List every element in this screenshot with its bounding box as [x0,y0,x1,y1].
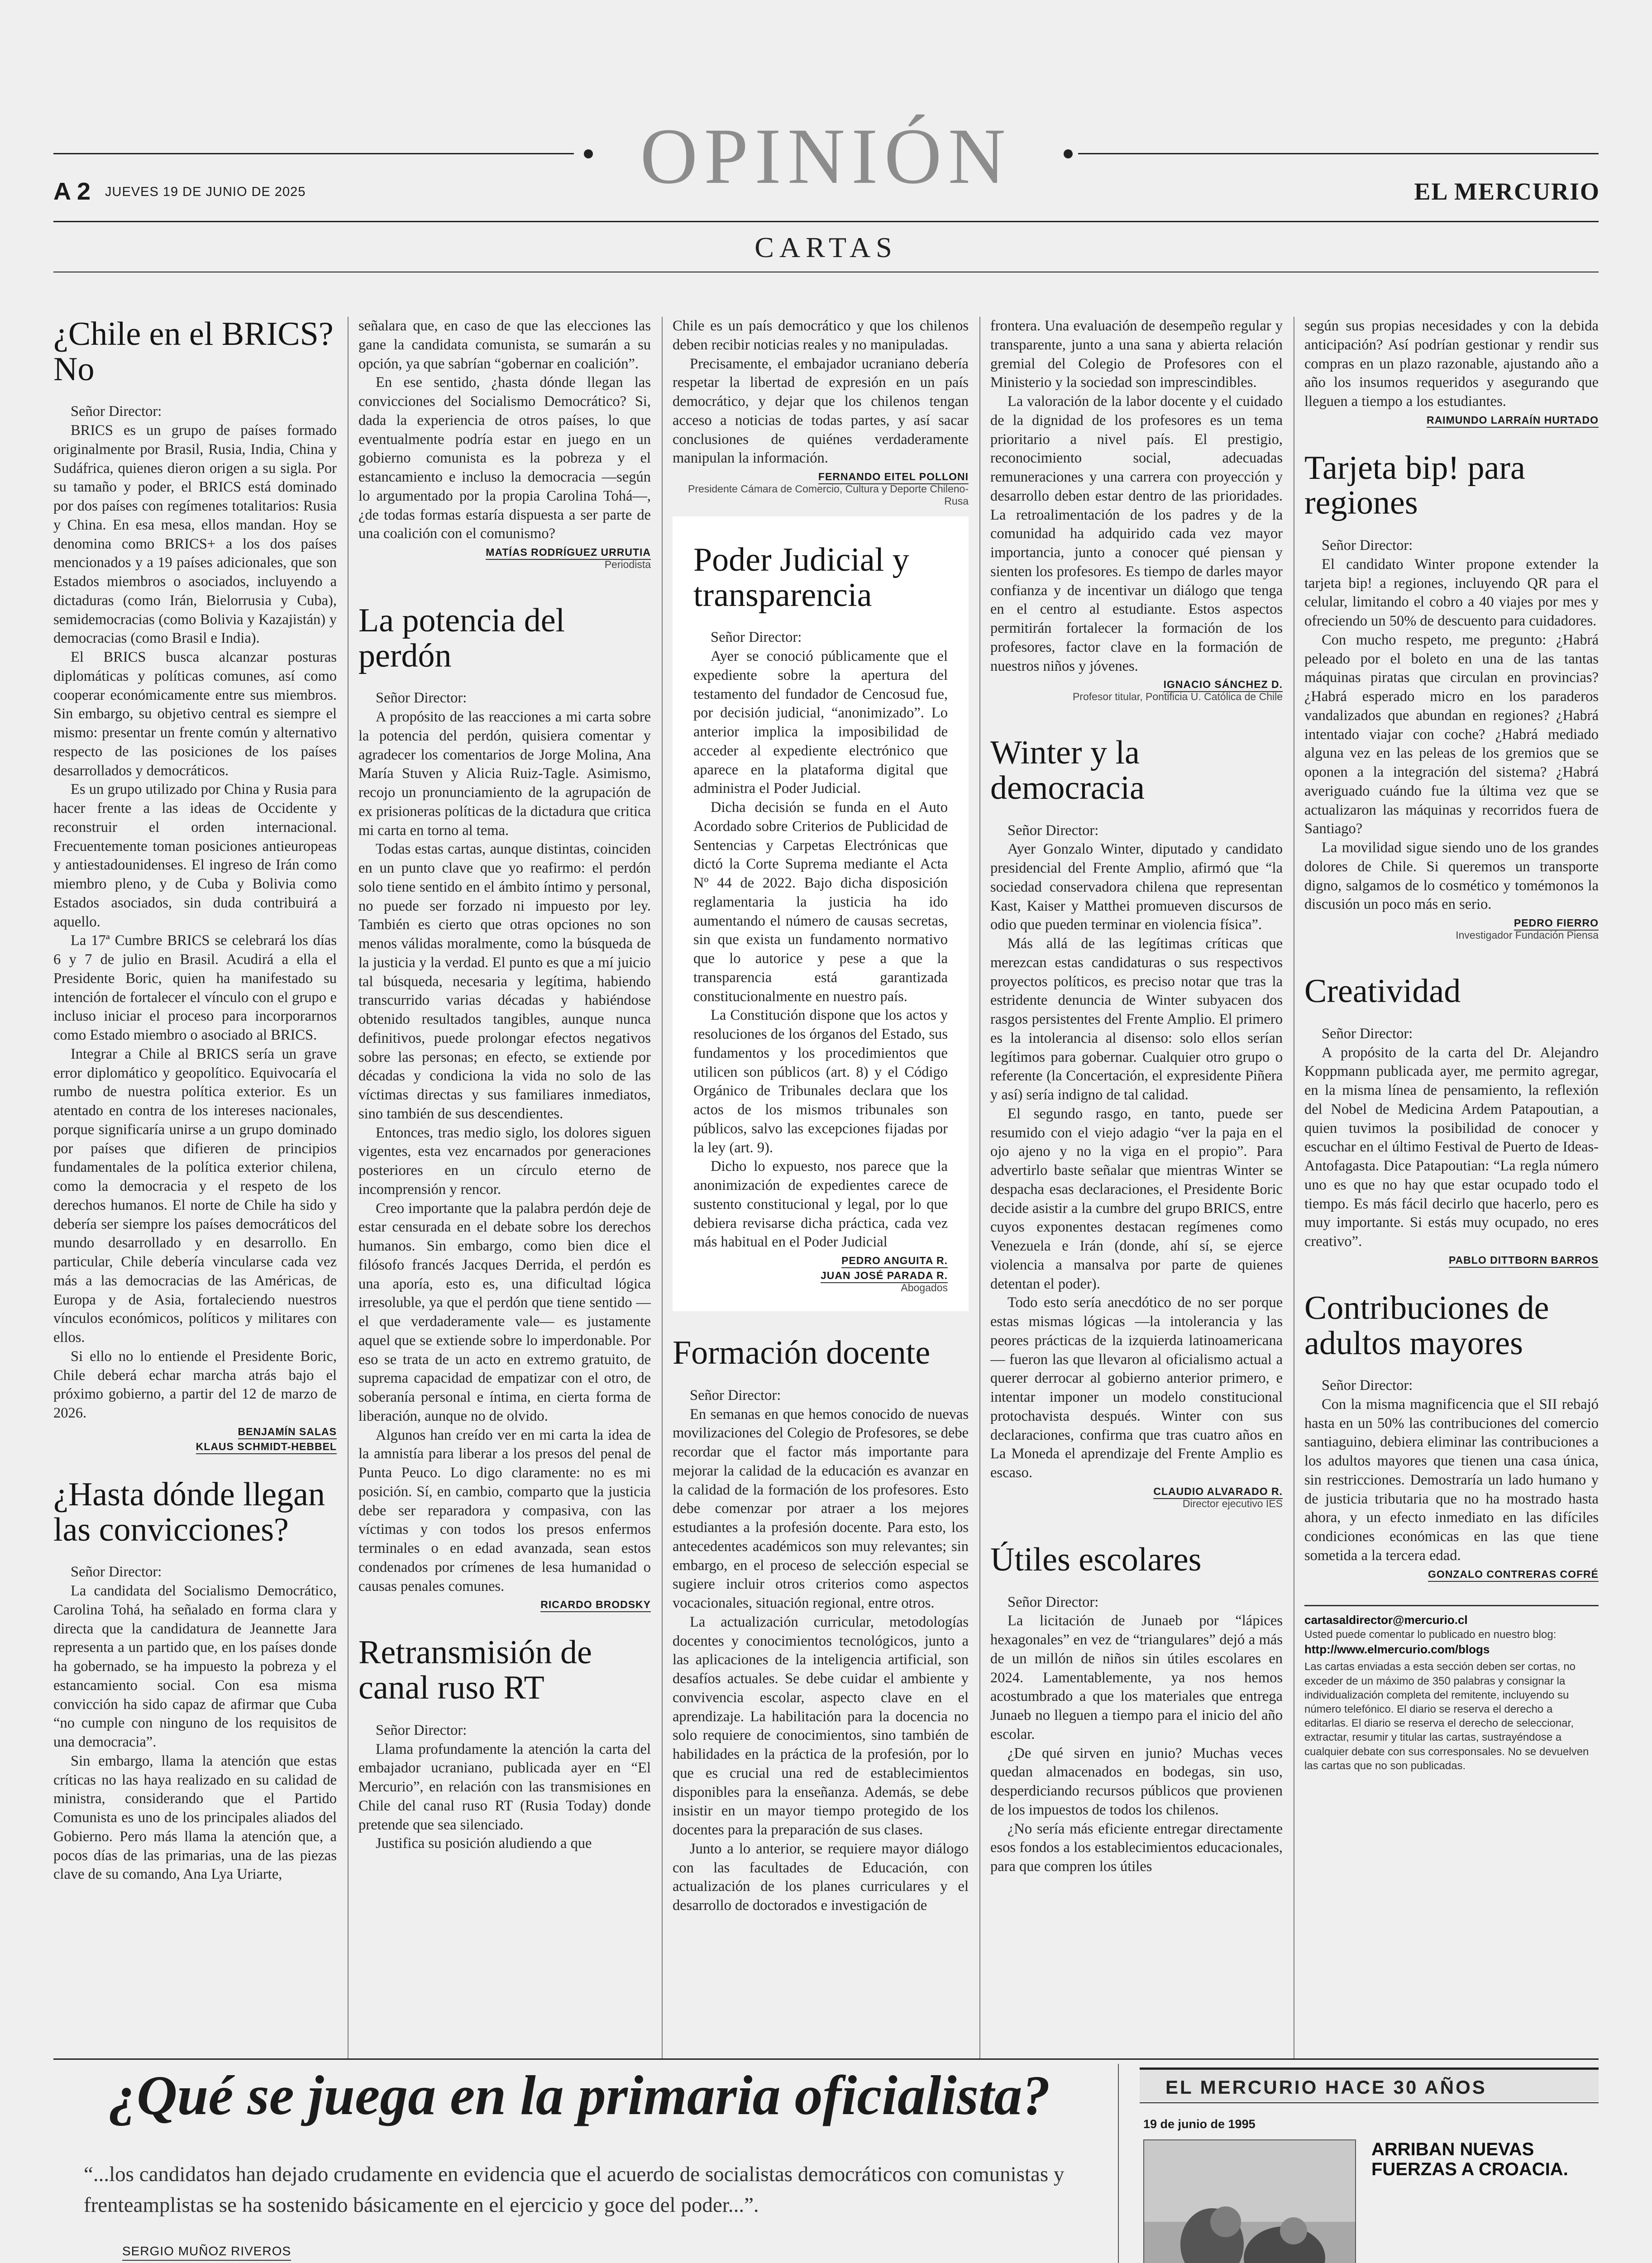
letter-title: Contribuciones de adultos mayores [1304,1289,1549,1362]
letter-paragraph: Ayer se conoció públicamente que el expediente sobre la apertura del testamento del fundador de Cencosud fue, por decisión judicial, “anonimizado”. Lo anterior implica la imposibilidad de acceder al expediente electrónico que aparece en la plataforma digital que administra el Poder Judicial. [693,648,948,797]
letter-title: ¿Hasta dónde llegan las convicciones? [53,1475,325,1548]
letter-signer-role: Periodista [604,559,651,570]
letter-signature: GONZALO CONTRERAS COFRÉ [1304,1568,1599,1580]
letter-title: Tarjeta bip! para regiones [1304,449,1525,522]
letter-signature: PABLO DITTBORN BARROS [1304,1254,1599,1266]
history-30-headline: ARRIBAN NUEVAS FUERZAS A CROACIA. [1371,2139,1568,2179]
letter-paragraph: El segundo rasgo, en tanto, puede ser resumido con el viejo adagio “ver la paja en el ojo ajeno y no la viga en el propio”. Para advertirlo baste señalar que mientras Winter se despacha esas declaraciones, el Presidente Boric decide asistir a la cumbre del grupo BRICS, entre cuyos exponentes destacan regímenes como Venezuela e Irán (donde, ahí sí, se ejerce violencia a mansalva por parte de quienes detentan el poder). [990,1105,1283,1292]
letter-signature: PEDRO ANGUITA R. [693,1255,948,1267]
section-title: CARTAS [754,231,898,263]
letter-signature: MATÍAS RODRÍGUEZ URRUTIA [358,546,651,559]
letter-paragraph: Chile es un país democrático y que los chilenos deben recibir noticias reales y no manipuladas. [673,318,969,353]
letter-salute: Señor Director: [1007,1594,1099,1610]
letter-creatividad [1304,974,1599,1266]
letter-utiles-continued [1304,317,1599,426]
column-divider [662,317,663,2059]
letter-paragraph: Dicha decisión se funda en el Auto Acordado sobre Criterios de Publicidad de Sentencias y Carpetas Electrónicas que dictó la Corte Suprema mediante el Acta Nº 44 de 2022. Bajo dicha disposición reglamentaria la justicia ha ido aumentando el número de causas secretas, sin que exista un fundamento normativo que lo autorice y pese a que la transparencia está garantizada constitucionalmente en nuestro país. [693,799,948,1005]
letter-title: Útiles escolares [990,1541,1202,1578]
letter-paragraph: La Constitución dispone que los actos y resoluciones de los órganos del Estado, sus fundamentos y los procedimientos que utilicen son públicos (art. 8) y el Código Orgánico de Tribunales declara que los actos de los mismos tribunales son públicos, salvo las excepciones fijadas por la ley (art. 9). [693,1007,948,1156]
letter-formacion-continued [990,317,1283,703]
letter-signature: BENJAMÍN SALAS [53,1426,337,1438]
letter-brics [53,317,337,1453]
letter-salute: Señor Director: [1007,822,1099,839]
letter-formacion-docente [673,1336,969,1915]
letters-column-4 [990,317,1283,2068]
letters-column-2 [358,317,651,2068]
letter-signature: IGNACIO SÁNCHEZ D. [990,678,1283,691]
letter-paragraph: Sin embargo, llama la atención que estas críticas no las haya realizado en su calidad de ministra, considerando que el Partido Comunista es uno de los principales aliados del Gobierno. Pero más llama la atención que, a pocos días de las primarias, una de las piezas clave de su comando, Ana Lya Uriarte, [53,1752,337,1883]
letters-contact-box [1304,1605,1599,1773]
letter-paragraph: frontera. Una evaluación de desempeño regular y transparente, junto a una sana y abierta relación gremial del Colegio de Profesores con el Ministerio y la sociedad son imprescindibles. [990,318,1283,391]
letter-signature: RAIMUNDO LARRAÍN HURTADO [1304,414,1599,426]
history-30-section [1143,2117,1599,2263]
page-number: A 2 [53,178,91,205]
letter-signature: KLAUS SCHMIDT-HEBBEL [53,1441,337,1453]
opinion-deck: “...los candidatos han dejado crudamente en evidencia que el acuerdo de socialistas democráticos con comunistas y frenteamplistas se ha sostenido básicamente en el ejercicio y goce del poder...”. [84,2163,1065,2217]
bottom-section-rule [53,2058,1599,2060]
letter-paragraph: Con la misma magnificencia que el SII rebajó hasta en un 50% las contribuciones del comercio santiaguino, debiera eliminar las contribuciones a los adultos mayores que tienen una casa única, sin restricciones. Demostraría un lado humano y de justicia tributaria que no ha mostrado hasta ahora, y un efecto inmediato en las difíciles condiciones económicas en las que tiene sometida a la tercera edad. [1304,1396,1599,1564]
letter-paragraph: Precisamente, el embajador ucraniano debería respetar la libertad de expresión en un país democrático, y dejar que los chilenos tengan acceso a noticias de todas partes, y así sacar conclusiones de quiénes verdaderamente manipulan la información. [673,355,969,467]
blog-link[interactable]: http://www.elmercurio.com/blogs [1304,1642,1490,1656]
letter-paragraph: ¿De qué sirven en junio? Muchas veces quedan almacenados en bodegas, sin uso, desperdiciando recursos públicos que provienen de los impuestos de todos los chilenos. [990,1745,1283,1818]
letter-rusort-continued [673,317,969,507]
letter-paragraph: Más allá de las legítimas críticas que merezcan estas candidaturas o sus respectivos proyectos políticos, es preciso notar que tras la estridente denuncia de Winter subyacen dos rasgos persistentes del Frente Amplio. El primero es la intolerancia al disenso: solo ellos serían legítimos para gobernar. Cualquier otro grupo o referente (la Concertación, el expresidente Piñera y así) sería indigno de tal calidad. [990,936,1283,1103]
letter-salute: Señor Director: [690,1387,781,1404]
letter-poder-judicial [673,516,969,1311]
letter-signer-role: Investigador Fundación Piensa [1456,929,1599,941]
column-divider [348,317,349,2059]
letter-paragraph: Con mucho respeto, me pregunto: ¿Habrá peleado por el boleto en una de las tantas máquinas piratas que circulan en provincias? ¿Habrá esperado micro en los paraderos vandalizados que abundan en regiones? ¿Habrá intentado viajar con coche? ¿Habrá mediado alguna vez en las peleas de los gremios que se oponen a la integración del sistema? ¿Habrá averiguado cuándo fue la última vez que se actualizaron las máquinas y recorridos fuera de Santiago? [1304,631,1599,837]
letter-paragraph: En ese sentido, ¿hasta dónde llegan las convicciones del Socialismo Democrático? Si, dada la experiencia de otros países, lo que eventualmente podría estar en juego en un gobierno comunista es la pobreza y el estancamiento e incluso la democracia —según lo argumentado por la propia Carolina Tohá—, ¿de todas formas estaría dispuesta a ser parte de una coalición con el comunismo? [358,374,651,542]
letter-paragraph: señalara que, en caso de que las elecciones las gane la candidata comunista, se sumarán a su opción, ya que sabrían “gobernar en coalición”. [358,318,651,372]
letter-paragraph: Entonces, tras medio siglo, los dolores siguen vigentes, esta vez encarnados por generaciones posteriores en un círculo eterno de incomprensión y rencor. [358,1124,651,1198]
header-dot-right [1064,149,1073,158]
letter-paragraph: Si ello no lo entiende el Presidente Boric, Chile deberá echar marcha atrás bajo el próximo gobierno, a partir del 12 de marzo de 2026. [53,1348,337,1422]
letter-paragraph: Todas estas cartas, aunque distintas, coinciden en un punto clave que yo reafirmo: el perdón solo tiene sentido en el ámbito íntimo y personal, no puede ser forzado ni impuesto por ley. También es cierto que otras opciones no son menos válidas moralmente, como la búsqueda de la justicia y la verdad. El punto es que a mí juicio tal búsqueda, necesaria y legítima, habiendo transcurrido varias décadas y habiéndose obtenido resultados tangibles, aunque nunca definitivos, puede prolongar efectos negativos sobre las personas; en efecto, se extiende por décadas y condiciona la vida no solo de las víctimas directas y sus familiares inmediatos, sino también de sus descendientes. [358,841,651,1122]
letter-paragraph: La 17ª Cumbre BRICS se celebrará los días 6 y 7 de julio en Brasil. Acudirá a ella el Presidente Boric, quien ha manifestado su intención de fortalecer el vínculo con el grupo e incluso iniciar el proceso para incorporarnos como Estado miembro o asociado al BRICS. [53,932,337,1044]
letter-salute: Señor Director: [71,1564,162,1580]
opinion-title: ¿Qué se juega en la primaria oficialista? [109,2064,1050,2126]
opinion-byline: SERGIO MUÑOZ RIVEROS [122,2244,291,2261]
letter-paragraph: Es un grupo utilizado por China y Rusia para hacer frente a las ideas de Occidente y reconstruir el orden internacional. Frecuentemente toman posiciones antieuropeas y antiestadounidenses. El ingreso de Irán como miembro pleno, y de Cuba y Bolivia como Estados asociados, sin duda contribuirá a aquello. [53,781,337,930]
soldiers-photo [1143,2139,1356,2263]
letter-paragraph: Todo esto sería anecdótico de no ser porque estas mismas lógicas —la intolerancia y las peores prácticas de la izquierda latinoamericana— fueron las que llevaron al oficialismo actual a querer derrocar al gobierno anterior primero, e intentar imponer un modelo constitucional protochavista después. Winter con sus declaraciones, confirma que tras cuatro años en La Moneda el aprendizaje del Frente Amplio es escaso. [990,1294,1283,1481]
letter-paragraph: El candidato Winter propone extender la tarjeta bip! a regiones, incluyendo QR para el celular, limitando el cobro a 40 viajes por mes y ofreciendo un 50% de descuento para cuidadores. [1304,556,1599,630]
column-divider [979,317,980,2059]
letter-signer-role: Director ejecutivo IES [1182,1497,1283,1509]
letter-paragraph: Dicho lo expuesto, nos parece que la anonimización de expedientes carece de sustento constitucional y legal, por lo que debiera revisarse dicha práctica, cada vez más habitual en el Poder Judicial [693,1158,948,1251]
letter-convicciones [53,1477,337,1884]
letter-paragraph: La movilidad sigue siendo uno de los grandes dolores de Chile. Si queremos un transporte digno, salgamos de lo cosmético y tomémonos la discusión un poco más en serio. [1304,840,1599,913]
letter-salute: Señor Director: [376,1722,467,1738]
letter-paragraph: ¿No sería más eficiente entregar directamente esos fondos a los establecimientos educacionales, para que compren los útiles [990,1820,1283,1875]
letter-salute: Señor Director: [71,403,162,420]
letter-paragraph: La valoración de la labor docente y el cuidado de la dignidad de los profesores es un tema prioritario a nivel país. El prestigio, reconocimiento social, adecuadas remuneraciones y una carrera con proyección y desarrollo deben estar dentro de las prioridades. La retroalimentación de los padres y de la comunidad ha adquirido cada vez mayor importancia, junto a conocer qué piensan y sienten los profesores. Es tiempo de darles mayor confianza y de incentivar un diálogo que tenga en el centro al estudiante. Estos aspectos permitirán fortalecer la formación de los profesores, factor clave en la formación de nuestros niños y jóvenes. [990,393,1283,674]
letter-title: Winter y la democracia [990,734,1145,807]
letter-paragraph: La licitación de Junaeb por “lápices hexagonales” en vez de “triangulares” dejó a más de un millón de niños sin útiles escolares en 2024. Lamentablemente, ya nos hemos acostumbrado a que los materiales que entrega Junaeb no lleguen a tiempo para el inicio del año escolar. [990,1613,1283,1743]
letter-title: Poder Judicial y transparencia [693,541,909,614]
letter-paragraph: Junto a lo anterior, se requiere mayor diálogo con las facultades de Educación, con actualización de los planes curriculares y el desarrollo de doctorados e investigación de [673,1840,969,1914]
letter-signature: FERNANDO EITEL POLLONI [673,471,969,483]
letter-salute: Señor Director: [376,690,467,707]
letter-paragraph: Llama profundamente la atención la carta del embajador ucraniano, publicada ayer en “El Mercurio”, en relación con las transmisiones en Chile del canal ruso RT (Rusia Today) donde pretende que sea silenciado. [358,1741,651,1833]
issue-date: JUEVES 19 DE JUNIO DE 2025 [105,185,306,199]
letter-signer-role: Presidente Cámara de Comercio, Cultura y Deporte Chileno-Rusa [688,483,969,507]
letter-paragraph: A propósito de las reacciones a mi carta sobre la potencia del perdón, quisiera comentar y agradecer los comentarios de Jorge Molina, Ana María Stuven y Alicia Ruiz-Tagle. Asimismo, recojo un pronunciamiento de la agrupación de ex prisioneras políticas de la dictadura que critica mi carta en torno al tema. [358,709,651,839]
letter-paragraph: Integrar a Chile al BRICS sería un grave error diplomático y geopolítico. Equivocaría el rumbo de nuestra política exterior. Es un atentado en contra de los intereses nacionales, porque significaría unirse a un grupo dominado por países que difieren de principios fundamentales de la política exterior chilena, como la democracia y el respeto de los derechos humanos. El norte de Chile ha sido y debería ser siempre los países democráticos del mundo desarrollado y en desarrollo. En particular, Chile debería vincularse cada vez más a las democracias de las Américas, de Europa y de Asia, fortaleciendo nuestros vínculos económicos, políticos y militares con ellos. [53,1046,337,1346]
letter-signature: RICARDO BRODSKY [358,1599,651,1611]
letters-column-3 [673,317,969,2068]
letter-paragraph: El BRICS busca alcanzar posturas diplomáticas y políticas comunes, así como cooperar económicamente entre sus miembros. Sin embargo, su objetivo central es siempre el mismo: presentar un frente común y alternativo respecto de las posiciones de los países desarrollados y democráticos. [53,649,337,779]
letter-title: La potencia del perdón [358,602,565,674]
section-rule-top [53,221,1599,222]
letter-signature: CLAUDIO ALVARADO R. [990,1485,1283,1498]
letter-paragraph: La actualización curricular, metodologías docentes y conocimientos tecnológicos, junto a las aplicaciones de la inteligencia artificial, son desafíos actuales. Se debe cuidar el ambiente y convivencia escolar, aspecto clave en el aprendizaje. La habilitación para la docencia no solo requiere de conocimientos, sino también de habilidades en la práctica de la profesión, por lo que es crucial una red de establecimientos disponibles para la enseñanza. Además, se debe insistir en un mayor tiempo protegido de los docentes para la preparación de sus clases. [673,1614,969,1838]
letter-salute: Señor Director: [1322,1377,1413,1394]
history-30-title: EL MERCURIO HACE 30 AÑOS [1165,2077,1487,2098]
letters-policy: Las cartas enviadas a esta sección deben ser cortas, no exceder de un máximo de 350 palabras y consignar la individualización completa del remitente, incluyendo su número telefónico. El diario se reserva el derecho a editarlas. El diario se reserva el derecho de seleccionar, extractar, resumir y titular las cartas, sustrayéndose a cualquier debate con sus corresponsales. No se devuelven las cartas que no son publicadas. [1304,1661,1589,1772]
letter-title: Retransmisión de canal ruso RT [358,1634,592,1707]
letter-tarjeta-bip [1304,451,1599,941]
column-divider [1118,2064,1119,2263]
letter-paragraph: BRICS es un grupo de países formado originalmente por Brasil, Rusia, India, China y Sudáfrica, quienes dieron origen a su sigla. Por su tamaño y poder, el BRICS está dominado por dos países con regímenes totalitarios: Rusia y China. En esa mesa, ellos mandan. Hoy se denomina como BRICS+ a los dos países mencionados y a 19 países adicionales, que son Estados miembros o asociados, incluyendo a dictaduras (como Irán, Bielorrusia y Cuba), semidemocracias (como Bolivia y Kazajistán) y democracias (como Brasil e India). [53,422,337,647]
letter-paragraph: A propósito de la carta del Dr. Alejandro Koppmann publicada ayer, me permito agregar, en la misma línea de pensamiento, la reflexión del Nobel de Medicina Ardem Patapoutian, a quien tuvimos la posibilidad de conocer y escuchar en el último Festival de Puerto de Ideas-Antofagasta. Dice Patapoutian: “La regla número uno es que no hay que estar ocupado todo el tiempo. Es más fácil decirlo que hacerlo, pero es muy importante. Si estás muy ocupado, no eres creativo”. [1304,1044,1599,1250]
history-rule [1140,2102,1599,2103]
letter-signature: JUAN JOSÉ PARADA R. [693,1270,948,1282]
page-title: OPINIÓN [640,112,1012,201]
letter-paragraph: La candidata del Socialismo Democrático, Carolina Tohá, ha señalado en forma clara y directa que la candidatura de Jeannette Jara representa a un partido que, en los países donde ha gobernado, se ha impuesto la pobreza y el estancamiento social. Con esa misma convicción ha sido capaz de afirmar que Cuba “no cumple con ninguno de los requisitos de una democracia”. [53,1583,337,1750]
letter-signer-role: Abogados [901,1282,948,1294]
letter-title: Formación docente [673,1334,931,1372]
blog-intro: Usted puede comentar lo publicado en nuestro blog: [1304,1628,1557,1641]
letter-title: Creatividad [1304,973,1461,1010]
letter-paragraph: En semanas en que hemos conocido de nuevas movilizaciones del Colegio de Profesores, se debe recordar que el factor más importante para mejorar la calidad de la educación es avanzar en la calidad de la formación de los profesores. Esto debe comenzar por atraer a los mejores estudiantes a la profesión docente. Para esto, los antecedentes académicos son muy relevantes; sin embargo, en el proceso de selección especial se sugiere incluir otros criterios como aspectos vocacionales, situación regional, entre otros. [673,1406,969,1612]
letter-salute: Señor Director: [711,629,802,646]
letter-utiles [990,1542,1283,1876]
letter-paragraph: Algunos han creído ver en mi carta la idea de la amnistía para liberar a los presos del penal de Punta Peuco. Lo digo claramente: no es mi posición. Sí, en cambio, comparto que la justicia debe ser reparadora y compasiva, con las víctimas y con todos los presos enfermos terminales o en edad avanzada, sean estos condenados por crímenes de lesa humanidad o causas penales comunes. [358,1427,651,1595]
letter-paragraph: Ayer Gonzalo Winter, diputado y candidato presidencial del Frente Amplio, afirmó que “la sociedad conservadora chilena que representan Kast, Kaiser y Matthei promueven discursos de odio que pueden terminar en violencia física”. [990,841,1283,933]
letter-winter [990,735,1283,1510]
letter-salute: Señor Director: [1322,537,1413,554]
letter-perdon [358,603,651,1611]
history-30-date: 19 de junio de 1995 [1143,2117,1256,2131]
newspaper-brand: EL MERCURIO [1414,178,1600,205]
letter-rusort [358,1635,651,1853]
letter-paragraph: según sus propias necesidades y con la debida anticipación? Así podrían gestionar y rendir sus compras en un plazo razonable, ajustando año a año los insumos requeridos y asegurando que lleguen a tiempo a los estudiantes. [1304,318,1599,410]
letter-coalicion-continued [358,317,651,571]
letter-paragraph: Creo importante que la palabra perdón deje de estar censurada en el debate sobre los derechos humanos. Sin embargo, como bien dice el filósofo francés Jacques Derrida, el perdón es una aporía, esto es, una dificultad lógica irresoluble, ya que el perdón que tiene sentido —el que verdaderamente vale— es justamente aquel que se extiende sobre lo imperdonable. Por eso se trata de un acto en extremo gratuito, de suprema capacidad de empatizar con el otro, de soberanía personal e íntima, en cierta forma de liberación, aunque no de olvido. [358,1200,651,1424]
contact-email-link[interactable]: cartasaldirector@mercurio.cl [1304,1613,1468,1627]
letter-signer-role: Profesor titular, Pontificia U. Católica de Chile [1072,691,1283,703]
letter-salute: Señor Director: [1322,1025,1413,1042]
letter-contribuciones [1304,1291,1599,1580]
header-rule-right [1078,153,1599,154]
letter-title: ¿Chile en el BRICS? No [53,317,334,388]
letters-column-5 [1304,317,1599,2068]
letters-column-1 [53,317,337,2068]
letter-signature: PEDRO FIERRO [1304,917,1599,929]
letter-paragraph: Justifica su posición aludiendo a que [376,1835,592,1852]
